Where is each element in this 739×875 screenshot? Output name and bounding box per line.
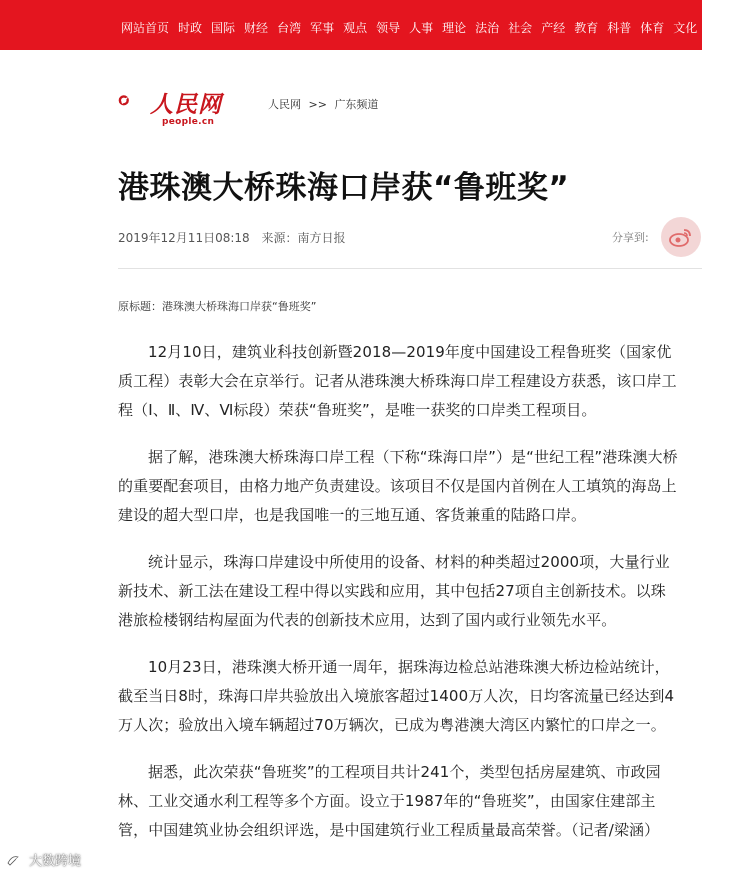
nav-item[interactable]: 体育 [640, 21, 665, 35]
article-body [118, 338, 678, 863]
weibo-icon [669, 227, 693, 247]
nav-item[interactable]: 网站首页 [121, 21, 170, 35]
nav-item[interactable]: 财经 [244, 21, 269, 35]
weibo-share-button[interactable] [661, 217, 701, 257]
watermark-logo-icon [6, 853, 26, 867]
nav-item[interactable]: 科普 [607, 21, 632, 35]
people-logo-icon[interactable] [118, 84, 152, 118]
logo-domain[interactable]: people.cn [162, 117, 215, 127]
nav-item[interactable]: 国际 [211, 21, 236, 35]
nav-item[interactable]: 教育 [574, 21, 599, 35]
nav-item[interactable]: 领导 [376, 21, 401, 35]
meta-divider [118, 268, 702, 269]
watermark-text: 大数跨境 [29, 854, 82, 869]
nav-item[interactable]: 社会 [508, 21, 533, 35]
nav-item[interactable]: 理论 [442, 21, 467, 35]
nav-item[interactable]: 产经 [541, 21, 566, 35]
breadcrumb [268, 96, 378, 112]
nav-item[interactable]: 法治 [475, 21, 500, 35]
nav-item[interactable]: 书画 [706, 21, 731, 35]
source-name: 南方日报 [297, 231, 346, 245]
breadcrumb-channel-link[interactable]: 广东频道 [334, 98, 379, 111]
share-label: 分享到: [612, 231, 649, 244]
article-paragraph: 统计显示，珠海口岸建设中所使用的设备、材料的种类超过2000项，大量行业新技术、新工法在建设工程中得以实践和应用，其中包括27项自主创新技术。以珠港旅检楼钢结构屋面为代表的创新技术应用，达到了国内或行业领先水平。 [118, 553, 670, 629]
source-label: 来源： [261, 231, 298, 245]
article-title: 港珠澳大桥珠海口岸获“鲁班奖” [118, 170, 570, 206]
breadcrumb-separator: >> [308, 98, 327, 111]
watermark [6, 850, 81, 869]
logo-brand[interactable]: 人民网 [150, 91, 222, 118]
nav-item[interactable]: 军事 [310, 21, 335, 35]
article-paragraph: 据悉，此次荣获“鲁班奖”的工程项目共计241个，类型包括房屋建筑、市政园林、工业交通水利工程等多个方面。设立于1987年的“鲁班奖”，由国家住建部主管，中国建筑业协会组织评选，是中国建筑行业工程质量最高荣誉。（记者/梁涵） [118, 763, 661, 839]
article-paragraph: 10月23日，港珠澳大桥开通一周年，据珠海边检总站港珠澳大桥边检站统计，截至当日8时，珠海口岸共验放出入境旅客超过1400万人次，日均客流量已经达到4万人次；验放出入境车辆超过70万辆次，已成为粤港澳大湾区内繁忙的口岸之一。 [118, 658, 675, 734]
original-title [118, 298, 316, 314]
article-meta [118, 229, 346, 246]
article-paragraph: 12月10日，建筑业科技创新暨2018—2019年度中国建设工程鲁班奖（国家优质工程）表彰大会在京举行。记者从港珠澳大桥珠海口岸工程建设方获悉，该口岸工程（Ⅰ、Ⅱ、Ⅳ、Ⅵ标段）荣获“鲁班奖”，是唯一获奖的口岸类工程项目。 [118, 343, 677, 419]
publish-date: 2019年12月11日08:18 [118, 231, 250, 245]
nav-item[interactable]: 人事 [409, 21, 434, 35]
original-title-label: 原标题： [118, 300, 162, 313]
nav-item[interactable]: 观点 [343, 21, 368, 35]
top-navigation-bar [0, 0, 731, 50]
nav-item[interactable]: 时政 [178, 21, 203, 35]
nav-list [121, 17, 739, 36]
nav-item[interactable]: 台湾 [277, 21, 302, 35]
breadcrumb-home-link[interactable]: 人民网 [268, 98, 301, 111]
original-title-text: 港珠澳大桥珠海口岸获“鲁班奖” [162, 300, 317, 313]
article-paragraph: 据了解，港珠澳大桥珠海口岸工程（下称“珠海口岸”）是“世纪工程”港珠澳大桥的重要配套项目，由格力地产负责建设。该项目不仅是国内首例在人工填筑的海岛上建设的超大型口岸，也是我国唯一的三地互通、客货兼重的陆路口岸。 [118, 448, 678, 524]
nav-item[interactable]: 文化 [673, 21, 698, 35]
